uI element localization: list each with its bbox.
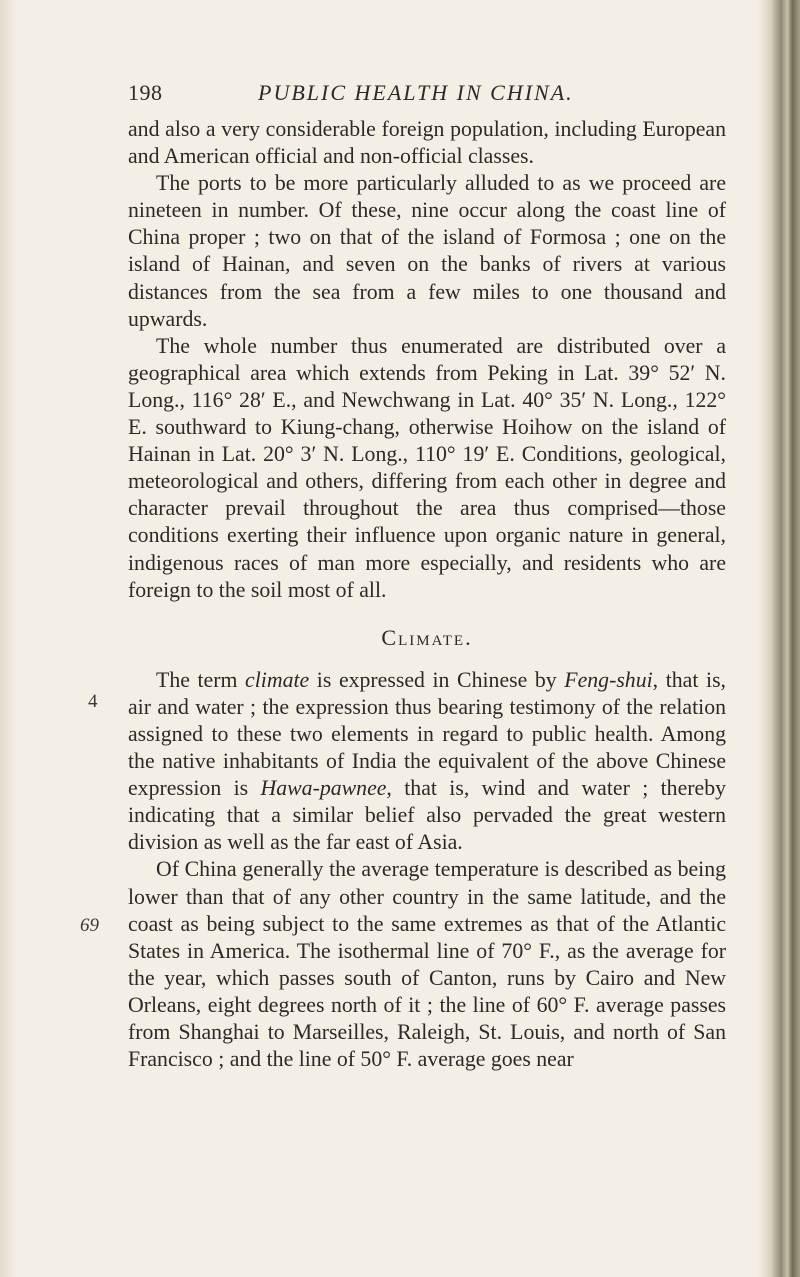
page-number: 198 xyxy=(128,80,163,105)
text-run: , that is, wind and water ; thereby indicating that a similar belief also pervaded the great western division as well as the far east of Asia. xyxy=(128,776,726,855)
text-run: is expressed in Chinese by xyxy=(309,667,565,692)
term-climate: climate xyxy=(245,667,310,692)
paragraph-temperature: Of China generally the average temperature is described as being lower than that of any other country in the same latitude, and the coast as being subject to the same extremes as that of the Atlantic States in America. The isothermal line of 70° F., as the average for the year, which passes south of Canton, runs by Cairo and New Orleans, eight degrees north of it ; the line of 60° F. average passes from Shanghai to Marseilles, Raleigh, St. Louis, and north of San Francisco ; and the line of 50° F. average goes near xyxy=(128,857,726,1072)
page-edge-fore-edge xyxy=(758,0,800,1277)
section-heading: Climate. xyxy=(381,624,473,650)
page-header xyxy=(128,80,768,116)
text-run: , that is, air and water ; the expression thus bearing testimony of the relation assigned to these two elements in regard to public health. Among the native inhabitants of India the equivalent of the above Chinese expression is xyxy=(128,667,726,801)
margin-reference-4: 4 xyxy=(88,691,98,712)
term-hawa-pawnee: Hawa-pawnee xyxy=(260,776,387,801)
running-title: PUBLIC HEALTH IN CHINA. xyxy=(258,80,574,105)
margin-reference-69: 69 xyxy=(80,915,99,936)
term-feng-shui: Feng-shui xyxy=(564,667,653,692)
paragraph: The whole number thus enumerated are distributed over a geographical area which extends from Peking in Lat. 39° 52′ N. Long., 116° 28′ E., and Newchwang in Lat. 40° 35′ N. Long., 122° E. southward to Kiung-chang, otherwise Hoihow on the island of Hainan in Lat. 20° 3′ N. Long., 110° 19′ E. Conditions, geological, meteorological and others, differing from each other in degree and character prevail throughout the area thus comprised—those conditions exerting their influence upon organic nature in general, indigenous races of man more especially, and residents who are foreign to the soil most of all. xyxy=(128,333,726,602)
paragraph-climate-term xyxy=(128,667,726,857)
body-text xyxy=(128,116,726,1073)
paragraph: The ports to be more particularly alluded to as we proceed are nineteen in number. Of these, nine occur along the coast line of China proper ; two on that of the island of Formosa ; one on the island of Hainan, and seven on the banks of rivers at various distances from the sea from a few miles to one thousand and upwards. xyxy=(128,171,726,331)
paragraph: and also a very considerable foreign population, including European and American official and non-official classes. xyxy=(128,117,726,169)
text-run: The term xyxy=(156,667,246,692)
page-gutter-shadow xyxy=(0,0,16,1277)
